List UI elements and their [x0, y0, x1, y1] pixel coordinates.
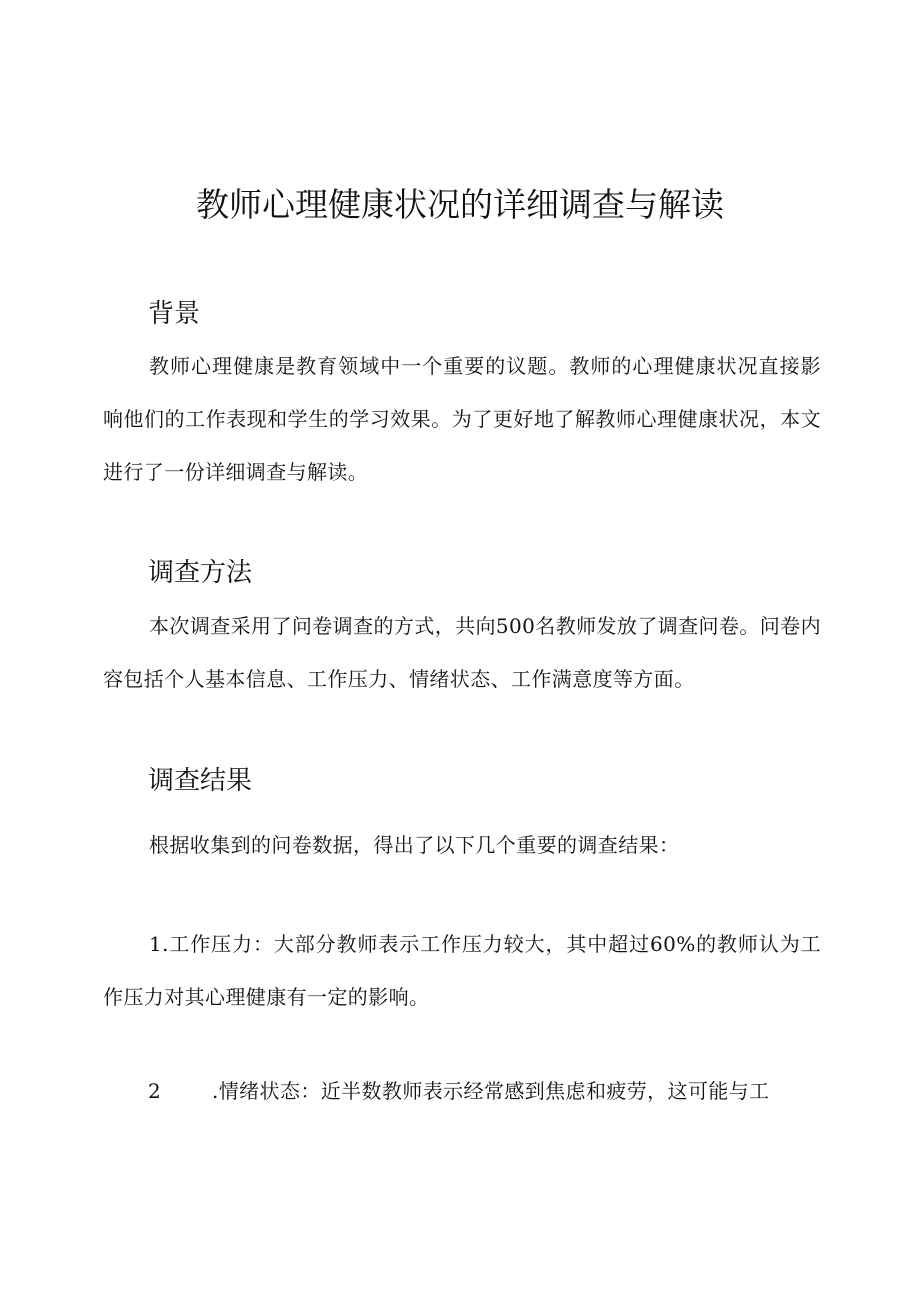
result-item-2-number: 2: [148, 1079, 161, 1103]
method-paragraph: 本次调查采用了问卷调查的方式，共向500名教师发放了调查问卷。问卷内容包括个人基本信息、工作压力、情绪状态、工作满意度等方面。: [103, 614, 821, 691]
results-intro: 根据收集到的问卷数据，得出了以下几个重要的调查结果：: [149, 833, 680, 857]
result-item-1: 1.工作压力：大部分教师表示工作压力较大，其中超过60%的教师认为工作压力对其心理健康有一定的影响。: [103, 932, 821, 1009]
section-heading-background: 背景: [148, 299, 201, 329]
section-heading-method: 调查方法: [148, 558, 253, 588]
result-item-2-text: .情绪状态：近半数教师表示经常感到焦虑和疲劳，这可能与工: [212, 1079, 770, 1103]
background-paragraph: 教师心理健康是教育领域中一个重要的议题。教师的心理健康状况直接影响他们的工作表现和学生的学习效果。为了更好地了解教师心理健康状况，本文进行了一份详细调查与解读。: [103, 354, 821, 484]
section-heading-results: 调查结果: [148, 766, 253, 796]
document-title: 教师心理健康状况的详细调查与解读: [196, 185, 724, 224]
